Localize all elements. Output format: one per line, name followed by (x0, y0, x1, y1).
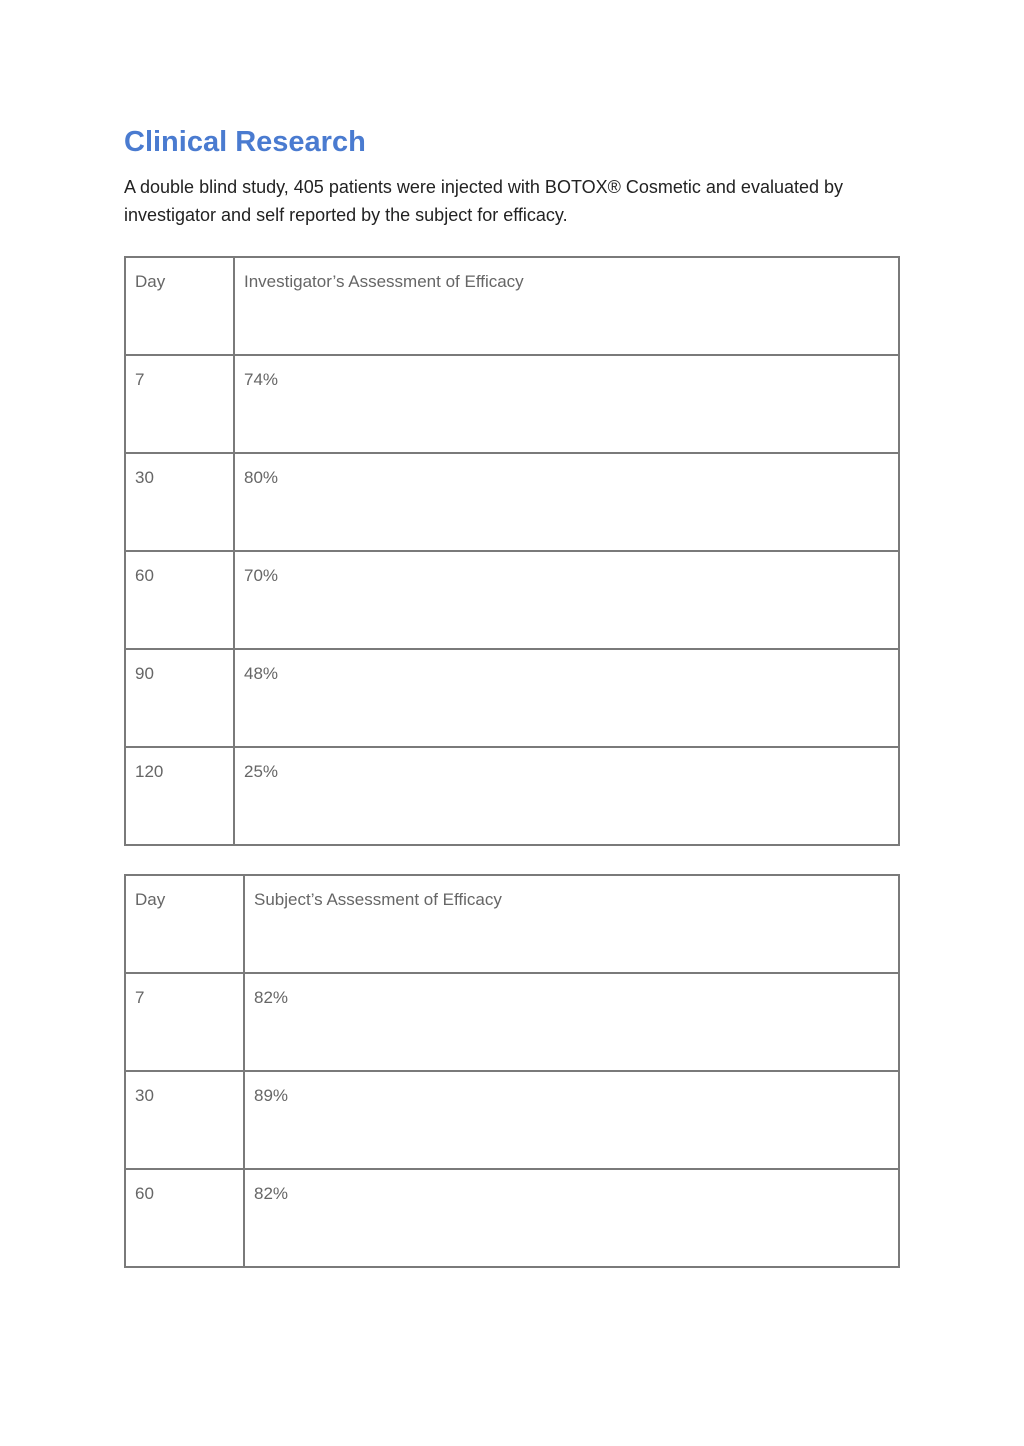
cell-efficacy: 80% (234, 453, 899, 551)
cell-efficacy: 25% (234, 747, 899, 845)
table-row (125, 1071, 899, 1169)
cell-day: 30 (125, 1071, 244, 1169)
cell-efficacy: 48% (234, 649, 899, 747)
header-cell-efficacy: Investigator’s Assessment of Efficacy (234, 257, 899, 355)
cell-day: 7 (125, 355, 234, 453)
cell-day: 90 (125, 649, 234, 747)
header-cell-efficacy: Subject’s Assessment of Efficacy (244, 875, 899, 973)
cell-day: 60 (125, 551, 234, 649)
header-cell-day: Day (125, 257, 234, 355)
cell-day: 7 (125, 973, 244, 1071)
cell-efficacy: 70% (234, 551, 899, 649)
table-row (125, 649, 899, 747)
table-row (125, 453, 899, 551)
cell-day: 30 (125, 453, 234, 551)
table-row (125, 355, 899, 453)
cell-efficacy: 82% (244, 973, 899, 1071)
table-row (125, 973, 899, 1071)
table-row (125, 551, 899, 649)
table-header-row (125, 875, 899, 973)
cell-day: 120 (125, 747, 234, 845)
header-cell-day: Day (125, 875, 244, 973)
page-title: Clinical Research (124, 126, 366, 158)
cell-efficacy: 82% (244, 1169, 899, 1267)
table-row (125, 747, 899, 845)
table-header-row (125, 257, 899, 355)
subject-efficacy-table (124, 874, 900, 1268)
cell-efficacy: 74% (234, 355, 899, 453)
cell-day: 60 (125, 1169, 244, 1267)
table-row (125, 1169, 899, 1267)
intro-paragraph: A double blind study, 405 patients were injected with BOTOX® Cosmetic and evaluated by investigator and self reported by the subject for efficacy. (124, 177, 844, 225)
cell-efficacy: 89% (244, 1071, 899, 1169)
investigator-efficacy-table (124, 256, 900, 846)
